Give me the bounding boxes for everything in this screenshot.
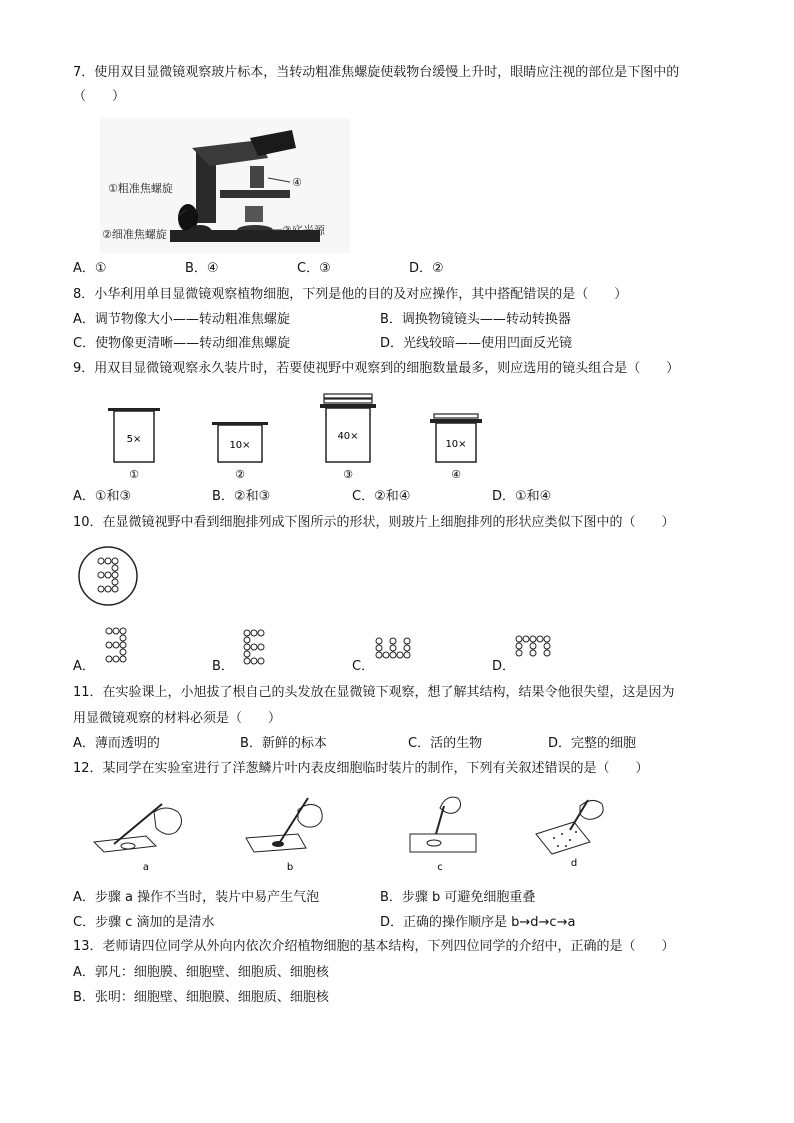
q7-option-c[interactable]: C．③	[297, 261, 331, 276]
lens-3	[320, 394, 376, 481]
q13-option-a[interactable]: A．郭凡：细胞膜、细胞壁、细胞质、细胞核	[73, 965, 329, 980]
q9-option-a[interactable]: A．①和③	[73, 489, 132, 504]
q10-shape-c	[374, 636, 414, 662]
label-objective: ④	[292, 176, 302, 189]
step-c-illustration	[410, 797, 476, 873]
q9-stem: 9．用双目显微镜观察永久装片时，若要使视野中观察到的细胞数量最多，则应选用的镜头组合是（ ）	[73, 361, 680, 376]
stage	[220, 190, 290, 198]
q11-option-a[interactable]: A．薄而透明的	[73, 736, 160, 751]
q11-stem-line2: 用显微镜观察的材料必须是（ ）	[73, 711, 282, 726]
objective-lens	[250, 166, 264, 188]
q7-option-d[interactable]: D．②	[409, 261, 444, 276]
lens-4	[430, 414, 482, 481]
lens-2-number: ②	[235, 468, 245, 481]
q10-shape-b	[242, 628, 268, 668]
q12-option-d[interactable]: D．正确的操作顺序是 b→d→c→a	[380, 915, 576, 930]
q8-stem: 8．小华利用单目显微镜观察植物细胞，下列是他的目的及对应操作，其中搭配错误的是（ ）	[73, 287, 628, 302]
q8-option-d[interactable]: D．光线较暗——使用凹面反光镜	[380, 336, 573, 351]
q13-stem: 13．老师请四位同学从外向内依次介绍植物细胞的基本结构，下列四位同学的介绍中，正确的是（ ）	[73, 939, 675, 954]
q10-option-b[interactable]: B．	[212, 659, 234, 674]
q10-option-a[interactable]: A．	[73, 659, 95, 674]
q12-option-b[interactable]: B．步骤 b 可避免细胞重叠	[380, 890, 536, 905]
q9-option-c[interactable]: C．②和④	[352, 489, 411, 504]
lens-1-mag: 5×	[126, 434, 142, 445]
label-fine: ②细准焦螺旋	[102, 228, 167, 241]
q10-shape-d	[514, 634, 554, 660]
q7-option-a[interactable]: A．①	[73, 261, 107, 276]
q11-stem-line1: 11．在实验课上，小旭拔了根自己的头发放在显微镜下观察，想了解其结构，结果令他很失望，这是因为	[73, 685, 675, 700]
lens-2	[212, 422, 268, 481]
q8-option-a[interactable]: A．调节物像大小——转动粗准焦螺旋	[73, 312, 290, 327]
lens-figure	[100, 392, 500, 484]
slide-steps-figure	[84, 790, 614, 878]
q7-stem-line1: 7．使用双目显微镜观察玻片标本，当转动粗准焦螺旋使载物台缓慢上升时，眼睛应注视的部位是下图中的	[73, 65, 680, 80]
q9-option-b[interactable]: B．②和③	[212, 489, 271, 504]
lens-4-number: ④	[451, 468, 461, 481]
lens-3-mag: 40×	[337, 431, 359, 442]
q12-option-a[interactable]: A．步骤 a 操作不当时，装片中易产生气泡	[73, 890, 320, 905]
lens-3-number: ③	[343, 468, 353, 481]
step-d-label: d	[570, 858, 578, 869]
lens-4-mag: 10×	[445, 439, 467, 450]
q10-shape-a	[104, 626, 130, 666]
field-of-view-figure	[76, 544, 140, 608]
q11-option-d[interactable]: D．完整的细胞	[548, 736, 637, 751]
q8-option-b[interactable]: B．调换物镜镜头——转动转换器	[380, 312, 571, 327]
label-light: ③底光源	[282, 224, 325, 237]
q10-option-d[interactable]: D．	[492, 659, 516, 674]
step-a-label: a	[142, 862, 150, 873]
q10-option-c[interactable]: C．	[352, 659, 375, 674]
q10-stem: 10．在显微镜视野中看到细胞排列成下图所示的形状，则玻片上细胞排列的形状应类似下图中的（ ）	[73, 515, 675, 530]
q7-option-b[interactable]: B．④	[185, 261, 219, 276]
q13-option-b[interactable]: B．张明：细胞壁、细胞膜、细胞质、细胞核	[73, 990, 329, 1005]
label-coarse: ①粗准焦螺旋	[108, 182, 173, 195]
step-a-illustration	[94, 804, 182, 873]
q11-option-c[interactable]: C．活的生物	[408, 736, 483, 751]
step-b-illustration	[246, 798, 322, 873]
step-d-illustration	[536, 800, 603, 869]
step-b-label: b	[286, 862, 294, 873]
microscope-figure	[100, 118, 350, 253]
q11-option-b[interactable]: B．新鲜的标本	[240, 736, 327, 751]
lens-2-mag: 10×	[229, 440, 251, 451]
step-c-label: c	[437, 862, 443, 873]
lens-1	[108, 408, 160, 481]
q7-stem-line2: （ ）	[73, 89, 126, 104]
q12-stem: 12．某同学在实验室进行了洋葱鳞片叶内表皮细胞临时装片的制作，下列有关叙述错误的是（ ）	[73, 761, 649, 776]
q12-option-c[interactable]: C．步骤 c 滴加的是清水	[73, 915, 215, 930]
lens-1-number: ①	[129, 468, 139, 481]
q9-option-d[interactable]: D．①和④	[492, 489, 552, 504]
q8-option-c[interactable]: C．使物像更清晰——转动细准焦螺旋	[73, 336, 291, 351]
